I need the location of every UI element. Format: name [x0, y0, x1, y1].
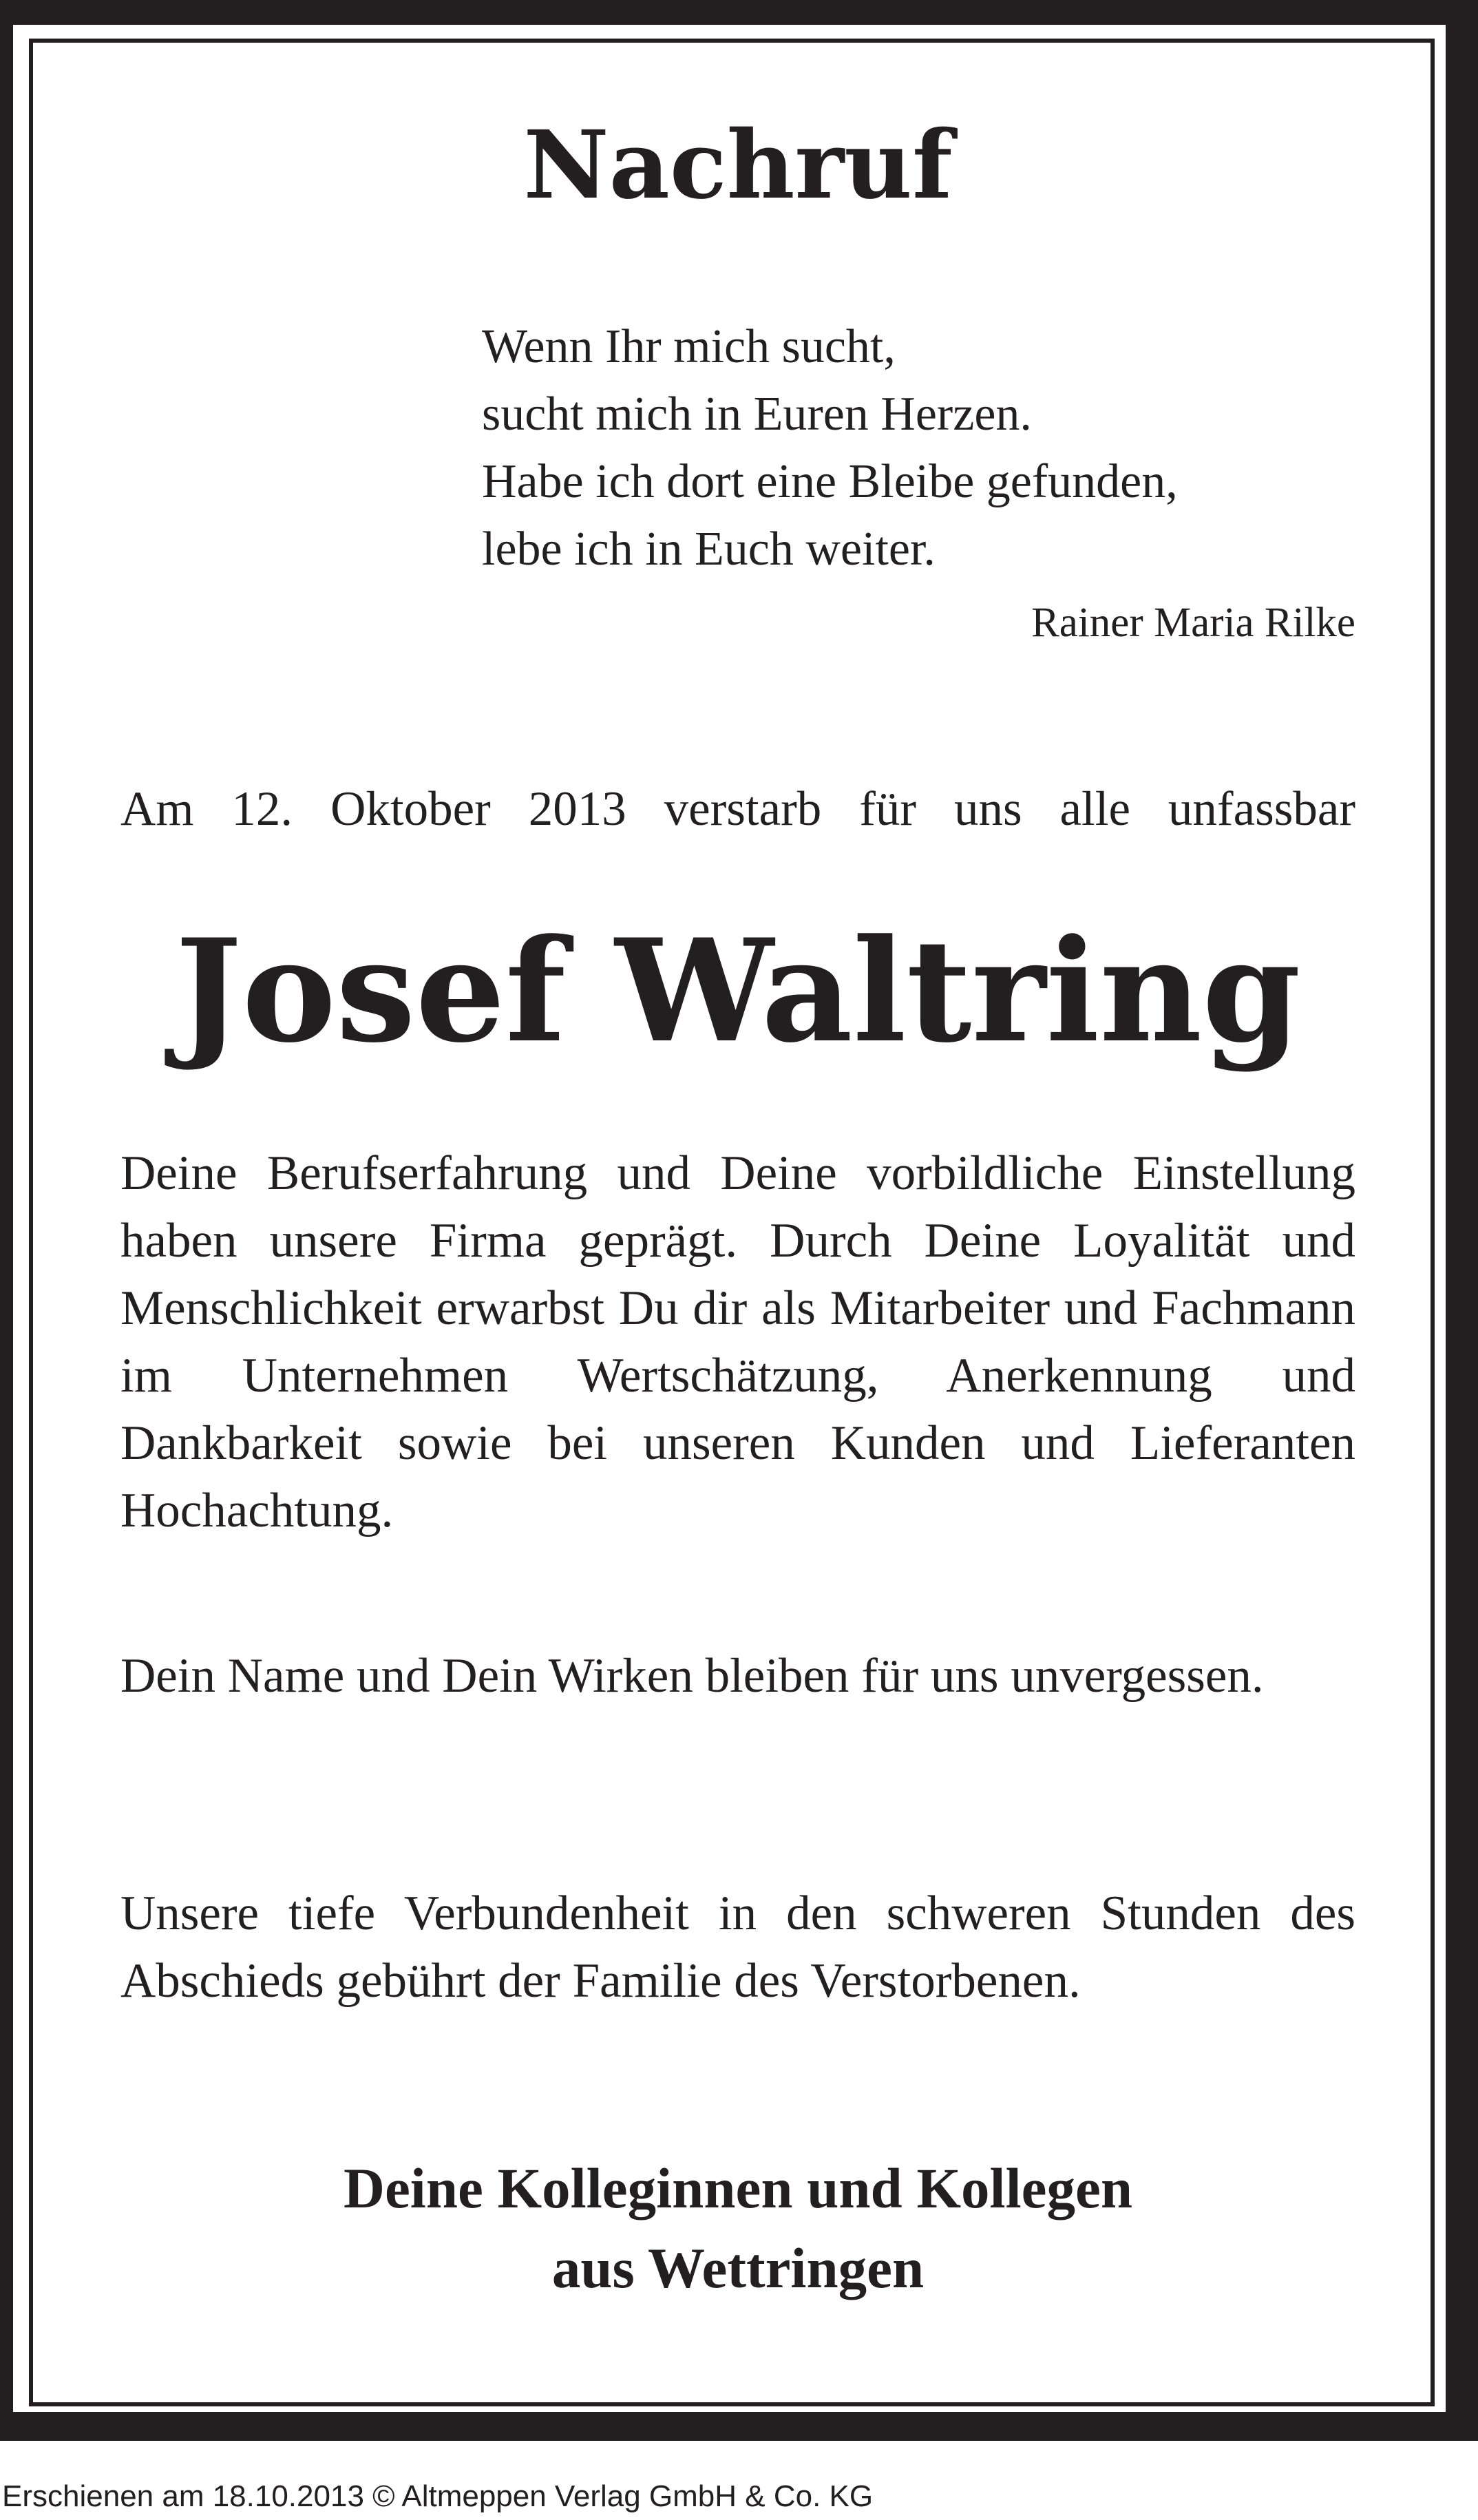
memory-paragraph: Dein Name und Dein Wirken bleiben für uns unvergessen. — [120, 1649, 1264, 1703]
tribute-paragraph: Deine Berufserfahrung und Deine vorbildliche Einstellung haben unsere Firma geprägt. Durch Deine Loyalität und Menschlichkeit erwarbst Du dir als Mitarbeiter und Fachmann im Unternehmen Wertschätzung, Anerkennung und Dankbarkeit sowie bei unseren Kunden und Lieferanten Hochachtung. — [120, 1146, 1355, 1537]
poem — [482, 313, 1355, 583]
signature-line: Deine Kolleginnen und Kollegen — [344, 2156, 1132, 2220]
death-announcement: Am 12. Oktober 2013 verstarb für uns alle unfassbar — [120, 782, 1355, 836]
condolence-paragraph: Unsere tiefe Verbundenheit in den schweren Stunden des Abschieds gebührt der Familie des Verstorbenen. — [120, 1887, 1355, 2008]
poem-line: lebe ich in Euch weiter. — [482, 523, 936, 576]
poem-line: Habe ich dort eine Bleibe gefunden, — [482, 455, 1178, 508]
poem-author: Rainer Maria Rilke — [1031, 600, 1355, 646]
poem-line: sucht mich in Euren Herzen. — [482, 388, 1032, 441]
poem-line: Wenn Ihr mich sucht, — [482, 320, 896, 373]
deceased-name: Josef Waltring — [175, 909, 1301, 1074]
publication-footer: Erschienen am 18.10.2013 © Altmeppen Verlag GmbH & Co. KG — [2, 2479, 874, 2513]
signature — [120, 2148, 1355, 2308]
signature-line: aus Wettringen — [551, 2236, 925, 2300]
notice-heading: Nachruf — [523, 110, 953, 220]
